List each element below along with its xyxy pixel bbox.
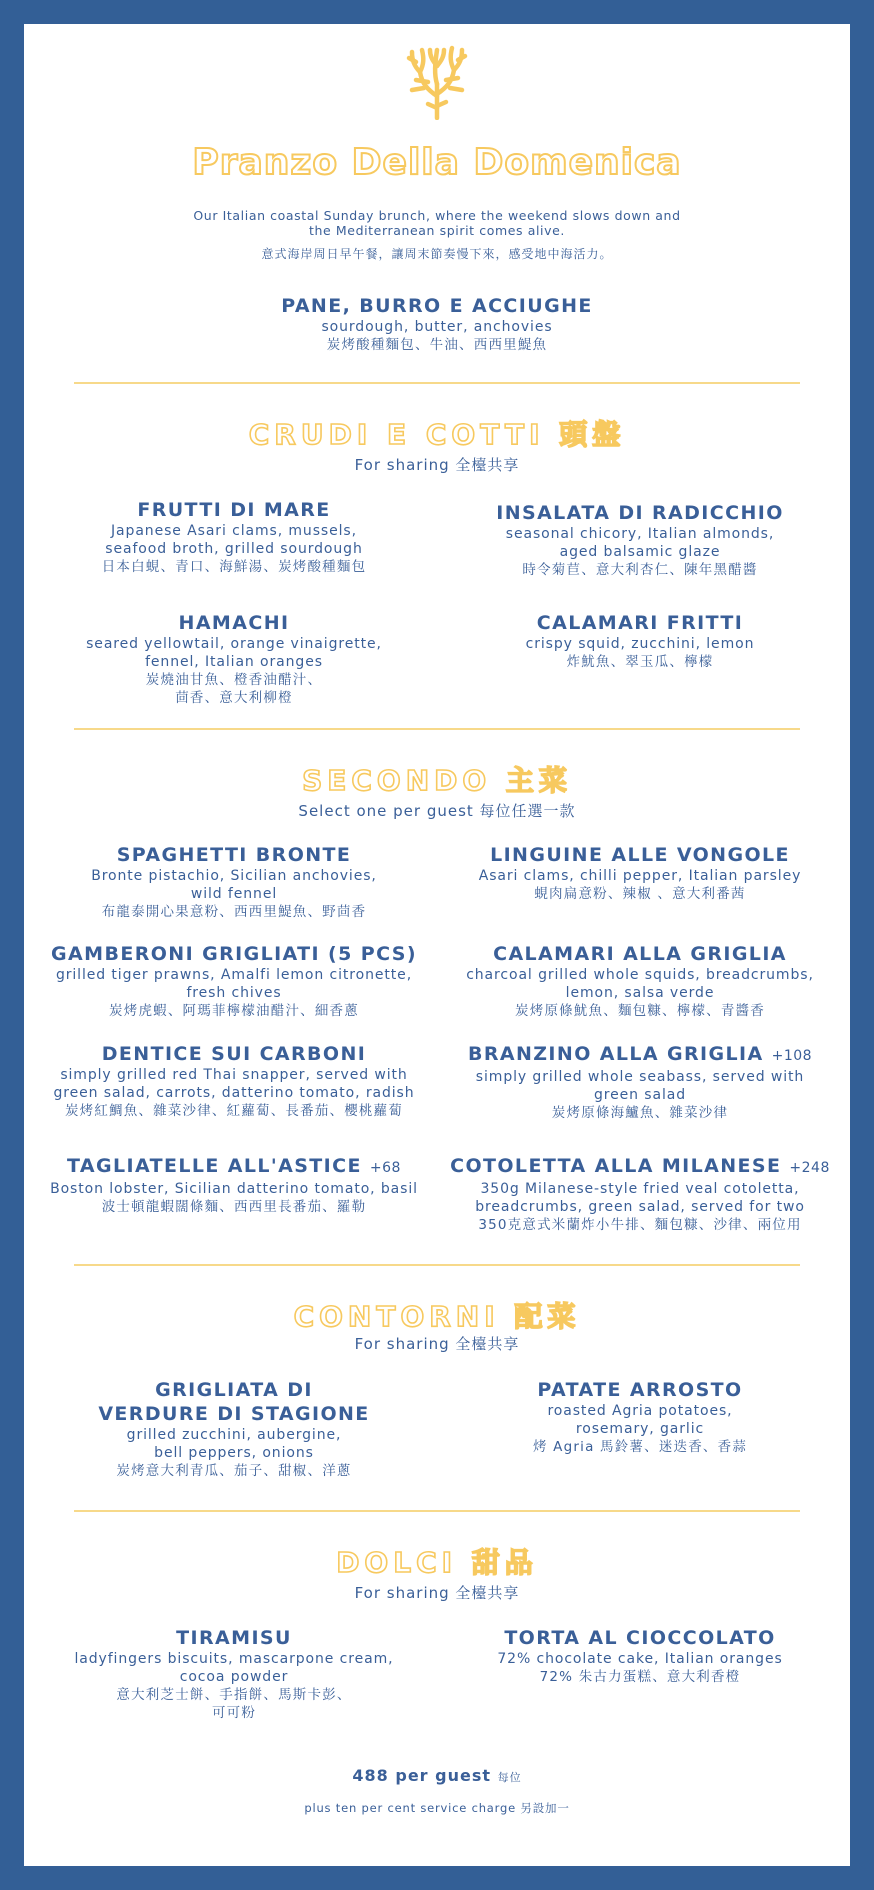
dish-desc-cn: 波士頓龍蝦闊條麵、西西里長番茄、羅勒: [101, 1199, 367, 1215]
dish-spaghetti-bronte: [24, 843, 444, 921]
dish-desc: aged balsamic glaze: [559, 544, 721, 560]
dish-desc-cn: 茴香、意大利柳橙: [175, 690, 293, 706]
dish-name: PATATE ARROSTO: [537, 1379, 743, 1401]
dish-desc: 350g Milanese-style fried veal cotoletta,: [480, 1181, 800, 1197]
dish-name: GAMBERONI GRIGLIATI (5 PCS): [51, 943, 417, 965]
dish-name: PANE, BURRO E ACCIUGHE: [281, 295, 593, 317]
dish-desc-cn: 意大利芝士餅、手指餅、馬斯卡彭、: [116, 1687, 352, 1703]
section-sub-dolci: For sharing 全檯共享: [354, 1584, 520, 1602]
dish-desc: Japanese Asari clams, mussels,: [111, 523, 357, 539]
menu-card: [24, 24, 850, 1866]
dish-desc: grilled tiger prawns, Amalfi lemon citronette,: [55, 967, 413, 983]
menu-title: Pranzo Della Domenica: [192, 142, 682, 183]
dish-desc: fresh chives: [186, 985, 282, 1001]
dish-dentice-sui-carboni: [24, 1042, 444, 1120]
divider: [74, 1264, 800, 1266]
dish-name: [24, 1154, 444, 1180]
dish-cotoletta-alla-milanese: [430, 1154, 850, 1234]
dish-desc-cn: 炭烤原條海鱸魚、雜菜沙律: [551, 1105, 729, 1121]
dish-name: INSALATA DI RADICCHIO: [496, 502, 784, 524]
section-title-secondo: SECONDO 主菜: [302, 764, 572, 797]
dish-desc-cn: 炭烤紅鯛魚、雜菜沙律、紅蘿蔔、長番茄、櫻桃蘿蔔: [64, 1103, 404, 1119]
dish-desc-cn: 炭燒油甘魚、橙香油醋汁、: [145, 672, 323, 688]
dish-name: GRIGLIATA DI: [155, 1379, 313, 1401]
dish-name: HAMACHI: [178, 612, 290, 634]
dish-name: CALAMARI ALLA GRIGLIA: [493, 943, 787, 965]
intro-line-1: Our Italian coastal Sunday brunch, where the weekend slows down and: [193, 208, 681, 223]
dish-desc: ladyfingers biscuits, mascarpone cream,: [74, 1651, 394, 1667]
dish-name-text: TAGLIATELLE ALL'ASTICE: [67, 1155, 362, 1177]
dish-desc-cn: 炭烤意大利青瓜、茄子、甜椒、洋蔥: [116, 1463, 352, 1479]
coral-icon: [404, 44, 470, 120]
section-title-crudi: CRUDI E COTTI 頭盤: [248, 418, 626, 451]
dish-desc: crispy squid, zucchini, lemon: [525, 636, 755, 652]
dish-desc-cn: 炭烤虎蝦、阿瑪菲檸檬油醋汁、細香蔥: [109, 1003, 359, 1019]
divider: [74, 382, 800, 384]
dish-gamberoni-grigliati: [24, 942, 444, 1020]
section-title-dolci: DOLCI 甜品: [336, 1546, 538, 1579]
intro-line-2: the Mediterranean spirit comes alive.: [309, 223, 565, 238]
dish-name: TORTA AL CIOCCOLATO: [504, 1627, 776, 1649]
section-sub-secondo: Select one per guest 每位任選一款: [298, 802, 576, 820]
starter-item: [24, 294, 850, 354]
dish-desc: cocoa powder: [179, 1669, 289, 1685]
dish-desc: Boston lobster, Sicilian datterino tomato, basil: [50, 1181, 418, 1197]
dish-name: [430, 1042, 850, 1068]
dish-desc: green salad: [593, 1087, 686, 1103]
service-charge: [24, 1800, 850, 1816]
dish-desc-cn: 蜆肉扁意粉、辣椒 、意大利番茜: [534, 886, 746, 902]
dish-desc: charcoal grilled whole squids, breadcrumbs,: [466, 967, 814, 983]
dish-branzino-alla-griglia: [430, 1042, 850, 1122]
section-sub-contorni: For sharing 全檯共享: [354, 1335, 520, 1353]
dish-desc: grilled zucchini, aubergine,: [126, 1427, 342, 1443]
dish-name-text: COTOLETTA ALLA MILANESE: [450, 1155, 782, 1177]
dish-name: TIRAMISU: [176, 1627, 292, 1649]
divider: [74, 728, 800, 730]
price-per-guest: [24, 1766, 850, 1785]
dish-desc: rosemary, garlic: [575, 1421, 705, 1437]
intro-cn: 意式海岸周日早午餐，讓周末節奏慢下來，感受地中海活力。: [261, 247, 613, 261]
dish-name: VERDURE DI STAGIONE: [98, 1403, 370, 1425]
dish-torta-al-cioccolato: [430, 1626, 850, 1686]
dish-desc: seafood broth, grilled sourdough: [105, 541, 363, 557]
dish-name: CALAMARI FRITTI: [536, 612, 744, 634]
dish-desc: simply grilled whole seabass, served with: [475, 1069, 805, 1085]
dish-desc: bell peppers, onions: [154, 1445, 314, 1461]
service-cn: 另設加一: [520, 1801, 570, 1815]
dish-calamari-alla-griglia: [430, 942, 850, 1020]
dish-insalata-di-radicchio: [430, 501, 850, 579]
dish-desc: wild fennel: [190, 886, 278, 902]
section-sub-crudi: For sharing 全檯共享: [354, 456, 520, 474]
service-text: plus ten per cent service charge: [304, 1801, 516, 1815]
dish-desc: green salad, carrots, datterino tomato, radish: [53, 1085, 415, 1101]
dish-name: SPAGHETTI BRONTE: [116, 844, 352, 866]
dish-desc: seared yellowtail, orange vinaigrette,: [86, 636, 382, 652]
dish-tagliatelle-all-astice: [24, 1154, 444, 1216]
dish-desc: breadcrumbs, green salad, served for two: [475, 1199, 805, 1215]
dish-desc: Asari clams, chilli pepper, Italian parsley: [478, 868, 802, 884]
dish-name: DENTICE SUI CARBONI: [101, 1043, 367, 1065]
dish-desc-cn: 日本白蜆、青口、海鮮湯、炭烤酸種麵包: [101, 559, 367, 575]
dish-desc-cn: 布龍泰開心果意粉、西西里鯷魚、野茴香: [101, 904, 367, 920]
dish-desc: sourdough, butter, anchovies: [321, 319, 553, 335]
dish-grigliata-di-verdure: [24, 1378, 444, 1480]
price-cn: 每位: [497, 1771, 522, 1784]
divider: [74, 1510, 800, 1512]
dish-desc: simply grilled red Thai snapper, served with: [60, 1067, 408, 1083]
dish-desc-cn: 72% 朱古力蛋糕、意大利香橙: [539, 1669, 741, 1685]
dish-desc-cn: 可可粉: [211, 1705, 257, 1721]
dish-name: [430, 1154, 850, 1180]
dish-desc-cn: 烤 Agria 馬鈴薯、迷迭香、香蒜: [532, 1439, 748, 1455]
dish-desc-cn: 炸魷魚、翠玉瓜、檸檬: [566, 654, 714, 670]
dish-desc: lemon, salsa verde: [565, 985, 715, 1001]
price-text: 488 per guest: [352, 1766, 492, 1785]
dish-desc: 72% chocolate cake, Italian oranges: [497, 1651, 783, 1667]
dish-name-text: BRANZINO ALLA GRIGLIA: [467, 1043, 764, 1065]
section-title-contorni: CONTORNI 配菜: [293, 1300, 581, 1333]
price-supplement: +68: [369, 1160, 401, 1176]
price-supplement: +108: [771, 1048, 813, 1064]
dish-desc-cn: 時令菊苣、意大利杏仁、陳年黑醋醬: [522, 562, 758, 578]
dish-frutti-di-mare: [24, 498, 444, 576]
dish-name: LINGUINE ALLE VONGOLE: [490, 844, 790, 866]
dish-desc: Bronte pistachio, Sicilian anchovies,: [91, 868, 377, 884]
dish-hamachi: [24, 611, 444, 707]
price-supplement: +248: [789, 1160, 830, 1176]
dish-desc: roasted Agria potatoes,: [547, 1403, 733, 1419]
dish-name: FRUTTI DI MARE: [137, 499, 331, 521]
dish-desc-cn: 350克意式米蘭炸小牛排、麵包糠、沙律、兩位用: [478, 1217, 802, 1233]
dish-linguine-alle-vongole: [430, 843, 850, 903]
dish-tiramisu: [24, 1626, 444, 1722]
dish-desc: seasonal chicory, Italian almonds,: [505, 526, 775, 542]
dish-calamari-fritti: [430, 611, 850, 671]
dish-desc: fennel, Italian oranges: [145, 654, 323, 670]
dish-patate-arrosto: [430, 1378, 850, 1456]
dish-desc-cn: 炭烤酸種麵包、牛油、西西里鯷魚: [326, 337, 548, 353]
dish-desc-cn: 炭烤原條魷魚、麵包糠、檸檬、青醬香: [515, 1003, 765, 1019]
